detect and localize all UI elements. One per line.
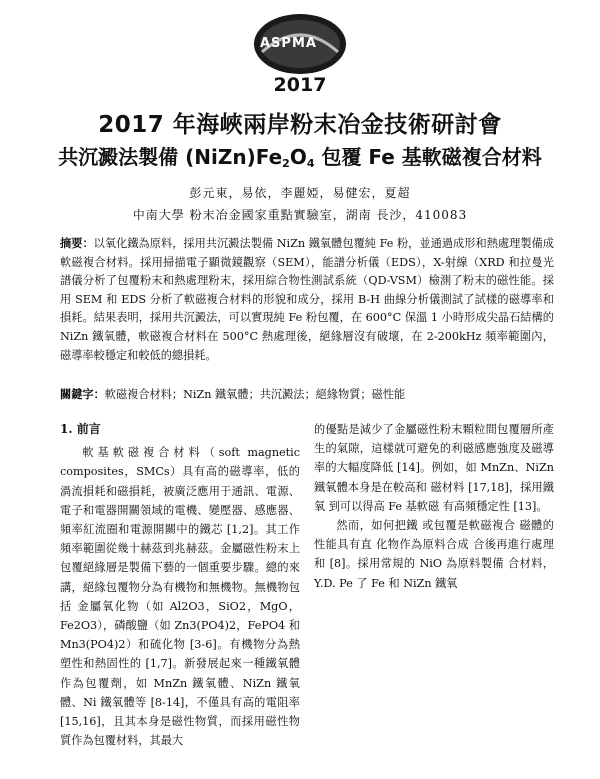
- section-heading: [60, 420, 300, 439]
- affiliation: 中南大學 粉末冶金國家重點實驗室，湖南 長沙，410083: [132, 208, 468, 222]
- body-paragraph: 然而，如何把鐵 或包覆是軟磁複合 磁體的性能具有直 化物作為原料合成 合後再進行處理和 [8]。採用常規的 NiO 為原料製備 合材料，Y.D. Pe 了 Fe 和 NiZn 鐵氧: [314, 519, 554, 590]
- paper-title: [0, 141, 600, 170]
- abstract-label: 摘要：: [60, 236, 94, 250]
- author-list: 彭元東，易依，李麗婭，易健宏，夏超: [189, 186, 411, 200]
- conference-title: 2017 年海峽兩岸粉末冶金技術研討會: [98, 112, 502, 138]
- body-column-right: [314, 420, 554, 593]
- section-number: 1.: [60, 422, 73, 436]
- keywords: [60, 385, 554, 404]
- paper-title-subscript: 2: [282, 157, 290, 170]
- abstract-text: 以氧化鐵為原料，採用共沉澱法製備 NiZn 鐵氧體包覆純 Fe 粉，並通過成形和熱處理製備成軟磁複合材料。採用掃描電子顯微鏡觀察（SEM），能譜分析儀（EDS），X-射線（XRD 和拉曼光譜儀分析了包覆粉末和熱處理粉末，採用綜合物性測試系統（QD-VSM）檢測了粉末的磁性能。採用 SEM 和 EDS 分析了軟磁複合材料的形貌和成分，採用 B-H 曲線分析儀測試了試樣的磁導率和損耗。結果表明，採用共沉澱法，可以實現純 Fe 粉包覆，在 600°C 保溫 1 小時形成尖晶石結構的 NiZn 鐵氧體，軟磁複合材料在 500°C 熱處理後，絕緣層沒有破壞，在 2-200kHz 頻率範圍內，磁導率較穩定和較低的總損耗。: [60, 237, 554, 362]
- conference-logo: [252, 12, 348, 76]
- logo-lettering: ASPMA: [260, 36, 317, 51]
- keywords-label: 關鍵字：: [60, 387, 105, 401]
- abstract: [60, 234, 554, 365]
- paper-title-part: 包覆 Fe 基軟磁複合材料: [314, 145, 542, 169]
- keywords-text: 軟磁複合材料；NiZn 鐵氧體；共沉澱法；絕緣物質；磁性能: [104, 388, 406, 401]
- paper-title-part: O: [289, 145, 307, 169]
- conference-year: 2017: [273, 74, 327, 96]
- body-column-left: [60, 420, 300, 750]
- paper-title-subscript: 4: [306, 157, 315, 170]
- body-paragraph: 的優點是減少了金屬磁性粉末顆粒間包覆層所產生的氣隙，這樣就可避免的利磁感應強度及磁導率的大幅度降低 [14]。例如，如 MnZn、NiZn 鐵氧體本身是在較高和 磁材料 [17,18]，採用鐵氧 到可以得高 Fe 基軟磁 有高頻穩定性 [13]。: [314, 423, 554, 513]
- section-title: 前言: [76, 422, 101, 436]
- paper-title-part: 共沉澱法製備 (NiZn)Fe: [58, 145, 283, 169]
- body-paragraph: 軟基軟磁複合材料（soft magnetic composites，SMCs）具有高的磁導率，低的渦流損耗和磁損耗，被廣泛應用于通訊、電源、電子和電器開關領域的電機、變壓器、感應器、頻率紅流圈和電源開關中的鐵芯 [1,2]。其工作頻率範圍從幾十赫茲到兆赫茲。金屬磁性粉末上包覆絕緣層是製備下藝的一個重要步驟。總的來講，絕緣包覆物分為有機物和無機物。無機物包括 金屬氧化物（如 Al2O3，SiO2，MgO，Fe2O3），磷酸鹽（如 Zn3(PO4)2，FePO4 和 Mn3(PO4)2）和硫化物 [3-6]。有機物分為熱塑性和熱固性的 [1,7]。新發展起來一種鐵氧體作為包覆劑，如 MnZn 鐵氧體、NiZn 鐵氧體、Ni 鐵氧體等 [8-14]，不僅具有高的電阻率 [15,16]，且其本身是磁性物質，而採用磁性物質作為包覆材料，其最大: [60, 446, 300, 748]
